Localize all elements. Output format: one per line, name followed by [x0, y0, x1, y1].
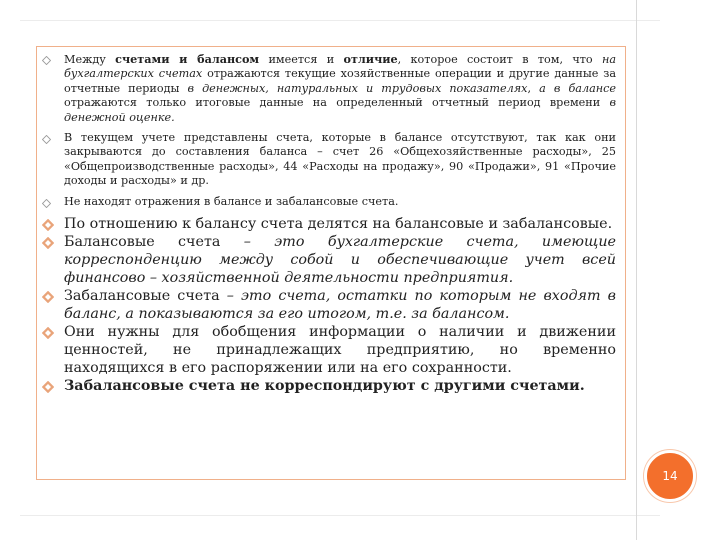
text-run: на бухгалтерских счетах — [64, 53, 617, 81]
text-run: В текущем учете представлены счета, которые в балансе отсутствуют, так как они закрываются до составления баланса – счет 26 «Общехозяйственные расходы», 25 «Общепроизводственные расходы», 44 «Расходы на продажу», 90 «Продажи», 91 «Прочие доходы и расходы» и др. — [64, 131, 616, 188]
page-number-badge — [644, 450, 696, 502]
text-run: отражаются текущие хозяйственные операции и другие данные за отчетные периоды — [64, 67, 616, 95]
bullet-list — [42, 52, 616, 395]
diamond-filled-icon — [42, 287, 64, 301]
bullet-text — [64, 233, 616, 287]
text-run: – это счета, остатки по которым не входят в баланс, а показываются за его итогом, т.е. за балансом. — [64, 288, 616, 323]
diamond-filled-icon — [42, 323, 64, 337]
text-run: Не находят отражения в балансе и забалансовые счета. — [64, 194, 399, 208]
bullet-item — [42, 323, 616, 377]
bullet-text — [64, 52, 616, 125]
bullet-text — [64, 195, 616, 209]
bullet-item — [42, 215, 616, 233]
text-run: По отношению к балансу счета делятся на балансовые и забалансовые. — [64, 216, 613, 233]
text-run: , — [527, 81, 540, 95]
text-run: Они нужны для обобщения информации о наличии и движении ценностей, не принадлежащих предприятию, но временно находящихся в его распоряжении или на его сохранности. — [64, 324, 616, 377]
text-run: имеется и — [259, 53, 344, 66]
text-run: Балансовые счета — [64, 234, 221, 251]
bullet-text — [64, 377, 616, 395]
text-run: счетами и балансом — [115, 52, 260, 66]
diamond-filled-icon — [42, 215, 64, 229]
text-run: отличие — [343, 52, 398, 66]
bullet-item — [42, 233, 616, 287]
bullet-item — [42, 52, 616, 125]
diamond-outline-icon — [42, 195, 64, 209]
bullet-item — [42, 131, 616, 189]
bullet-text — [64, 323, 616, 377]
frame-divider-right — [636, 0, 637, 540]
diamond-filled-icon — [42, 233, 64, 247]
bullet-item — [42, 377, 616, 395]
text-run: Забалансовые счета — [64, 288, 220, 305]
bullet-item — [42, 195, 616, 209]
bullet-text — [64, 215, 616, 233]
text-run: Забалансовые счета не корреспондируют с другими счетами. — [64, 378, 585, 395]
bullet-item — [42, 287, 616, 323]
text-run: в денежных, натуральных и трудовых показателях — [187, 81, 528, 95]
text-run: в денежной оценке. — [64, 96, 616, 124]
page-number: 14 — [662, 469, 678, 483]
diamond-outline-icon — [42, 52, 64, 66]
text-run: Между — [64, 53, 116, 66]
frame-line-bottom — [20, 515, 660, 516]
text-run: – это бухгалтерские счета, имеющие корреспонденцию между собой и обеспечивающие учет всей финансово – хозяйственной деятельности предприятия. — [64, 234, 616, 287]
text-run: а в балансе — [539, 81, 617, 95]
text-run: отражаются только итоговые данные на определенный отчетный период времени — [64, 96, 610, 110]
diamond-filled-icon — [42, 377, 64, 391]
text-run: , которое состоит в том, что — [397, 53, 602, 66]
bullet-text — [64, 131, 616, 189]
diamond-outline-icon — [42, 131, 64, 145]
frame-line-top — [20, 20, 660, 21]
bullet-text — [64, 287, 616, 323]
